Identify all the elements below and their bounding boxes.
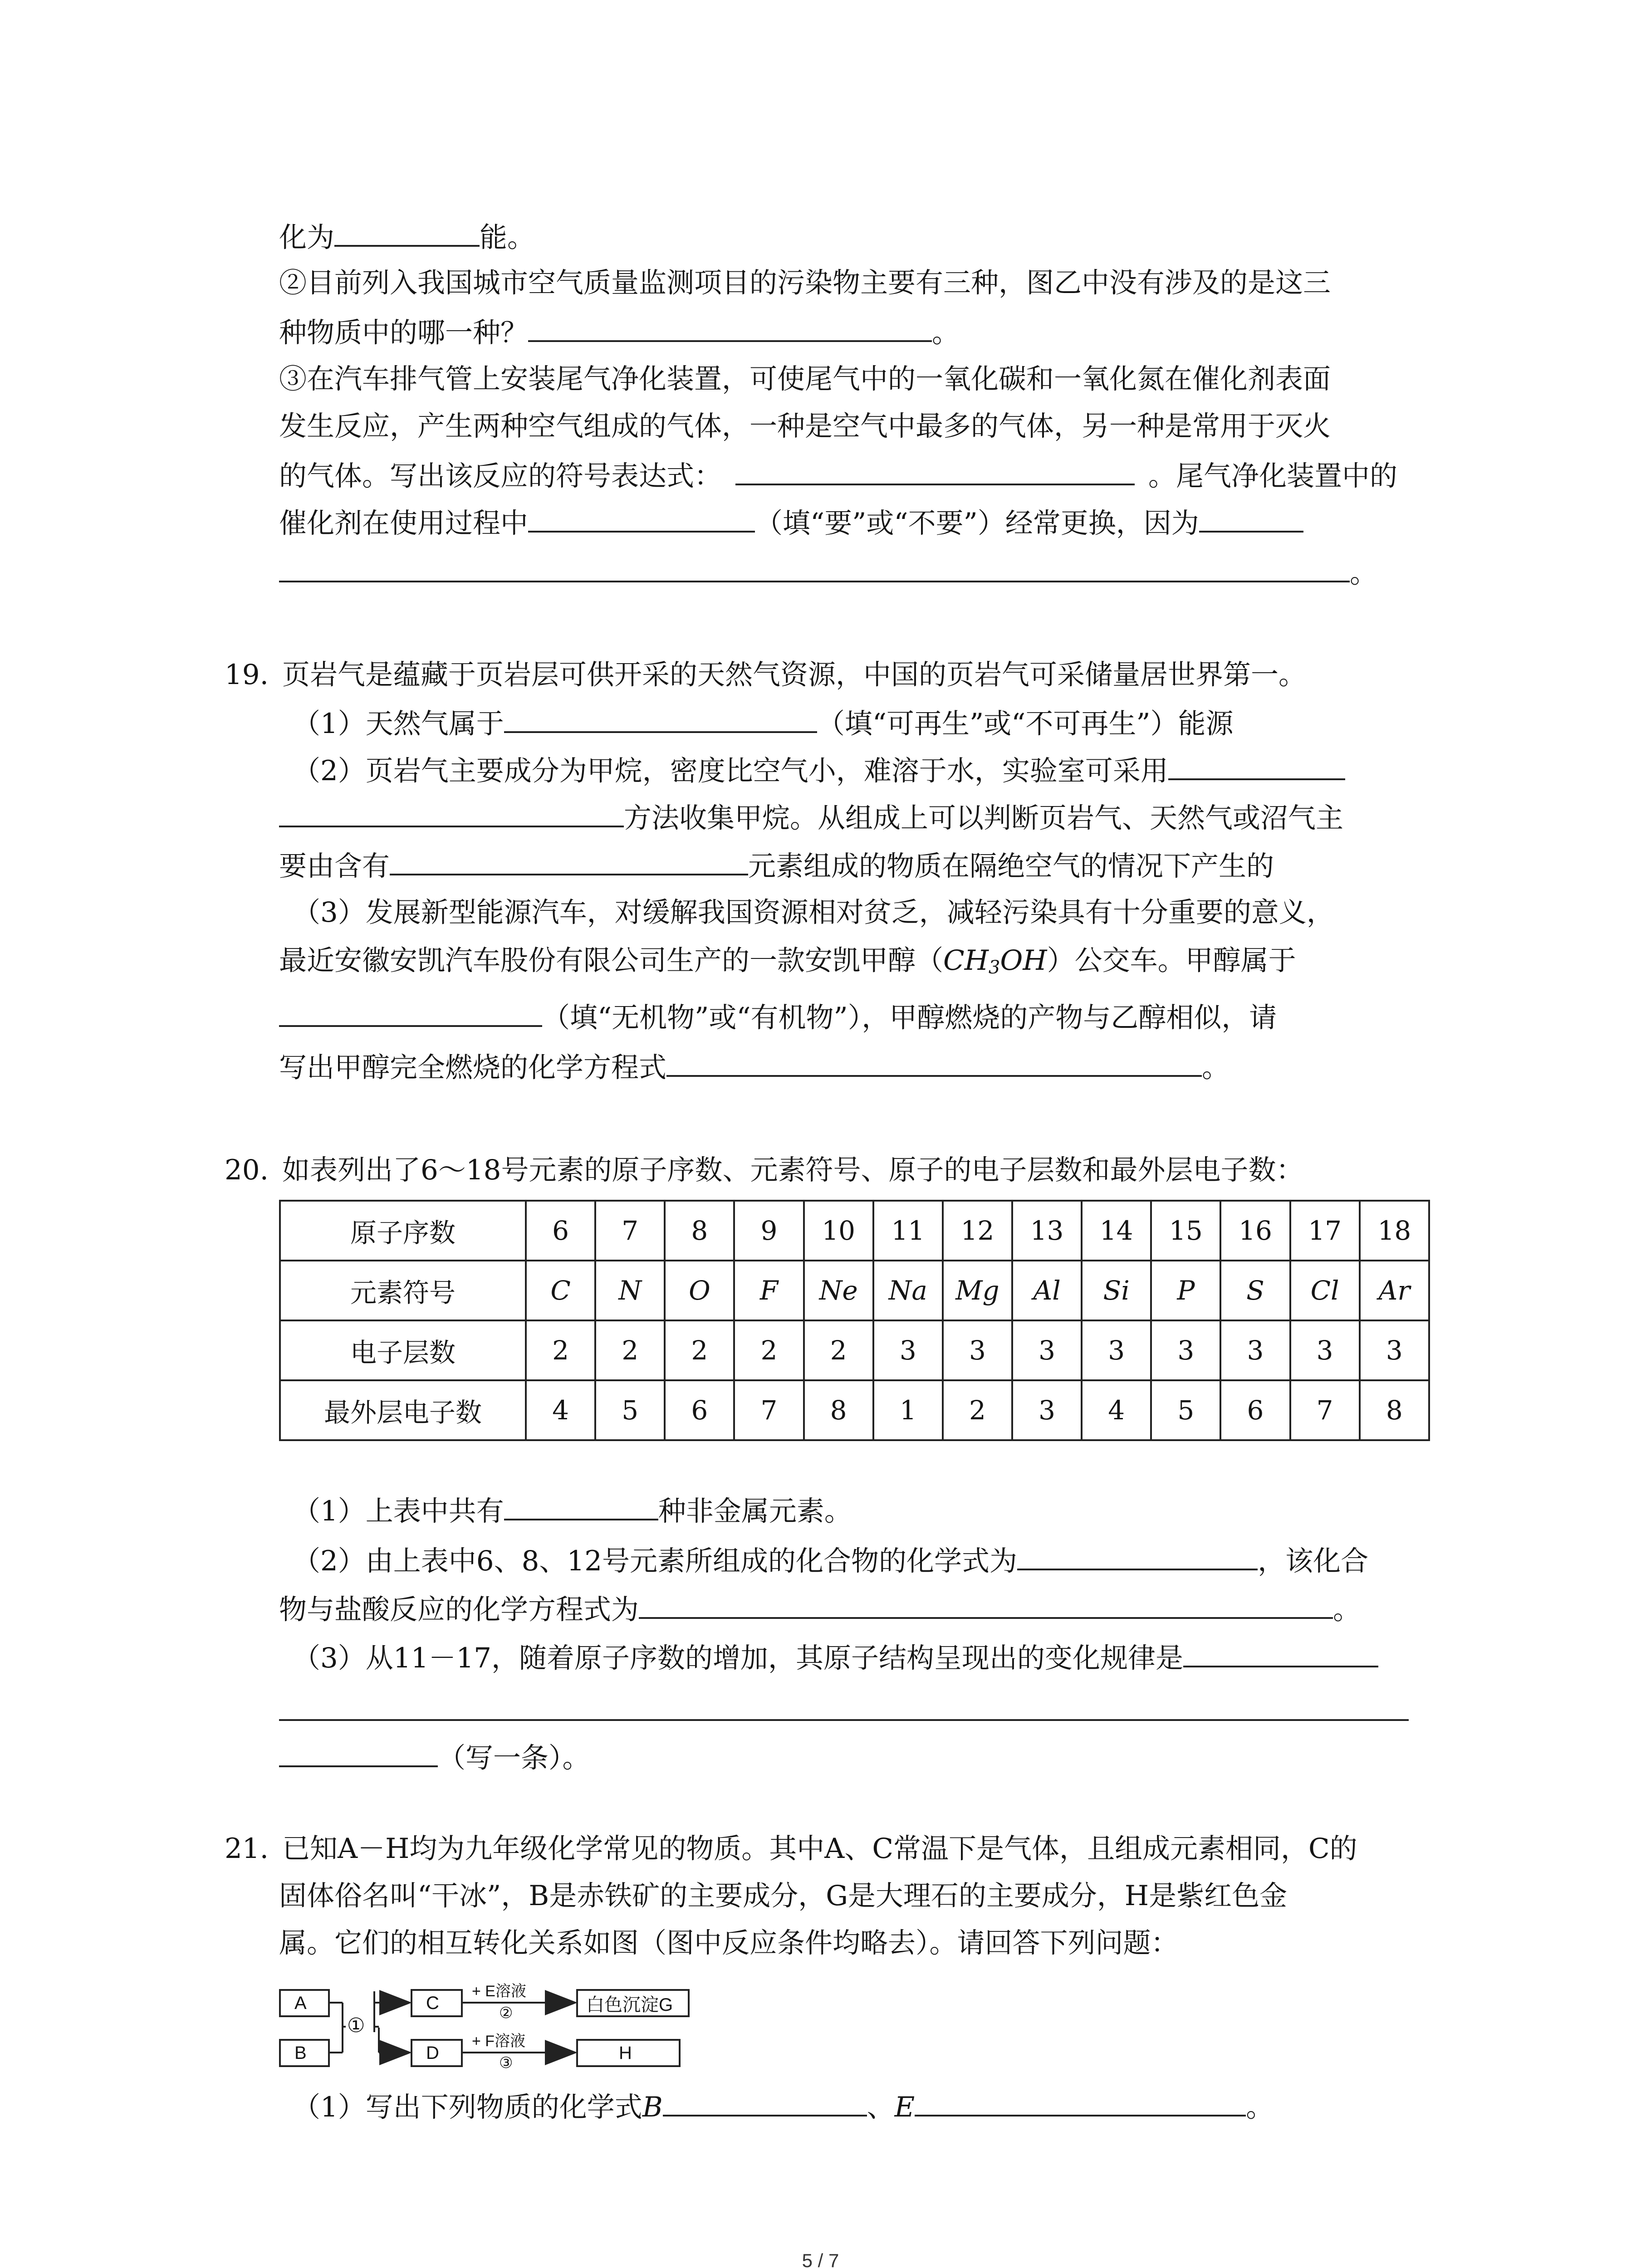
text: 。尾气净化装置中的 — [1148, 460, 1398, 492]
text: 、 — [867, 2091, 895, 2123]
formula-letter: E — [894, 2091, 915, 2123]
box-d: D — [411, 2039, 463, 2067]
table-cell: 2 — [734, 1320, 803, 1380]
table-cell: Si — [1082, 1261, 1151, 1320]
table-cell: Ne — [804, 1261, 873, 1320]
box-g: 白色沉淀G — [576, 1989, 690, 2017]
table-cell: C — [526, 1261, 595, 1320]
answer-blank[interactable] — [915, 2087, 1246, 2116]
table-cell: 2 — [595, 1320, 665, 1380]
table-cell: 6 — [1220, 1380, 1290, 1440]
q21-part-1 — [293, 2087, 1274, 2124]
table-cell: 6 — [526, 1201, 595, 1261]
text: （填“无机物”或“有机物”），甲醇燃烧的产物与乙醇相似，请 — [542, 1002, 1277, 1034]
arrow-3-step: ③ — [499, 2054, 513, 2072]
text: 种物质中的哪一种？ — [279, 317, 529, 349]
text: （1）写出下列物质的化学式 — [293, 2091, 642, 2123]
formula: CH — [943, 944, 989, 977]
table-cell: P — [1151, 1261, 1220, 1320]
table-cell: 5 — [1151, 1380, 1220, 1440]
table-cell: 3 — [943, 1320, 1012, 1380]
table-cell: 2 — [526, 1320, 595, 1380]
text: （1）上表中共有 — [293, 1495, 504, 1527]
text: 元素组成的物质在隔绝空气的情况下产生的 — [748, 850, 1274, 882]
answer-blank[interactable] — [663, 2087, 867, 2116]
row-header: 元素符号 — [280, 1261, 526, 1320]
text: （填“可再生”或“不可再生”）能源 — [817, 708, 1234, 740]
text: 催化剂在使用过程中 — [279, 507, 529, 539]
box-h: H — [576, 2039, 681, 2067]
text: （填“要”或“不要”）经常更换，因为 — [755, 507, 1199, 539]
table-cell: 8 — [804, 1380, 873, 1440]
text: 物与盐酸反应的化学方程式为 — [279, 1593, 639, 1626]
text: 化为 — [279, 221, 335, 254]
table-cell: 3 — [1012, 1320, 1082, 1380]
table-cell: 13 — [1012, 1201, 1082, 1261]
table-cell: Na — [873, 1261, 943, 1320]
box-c: C — [411, 1989, 463, 2017]
table-cell: 3 — [1290, 1320, 1360, 1380]
arrow-2-step: ② — [499, 2004, 513, 2022]
table-cell: 18 — [1360, 1201, 1429, 1261]
text: （2）由上表中6、8、12号元素所组成的化合物的化学式为 — [293, 1545, 1018, 1577]
table-cell: 2 — [804, 1320, 873, 1380]
text: 方法收集甲烷。从组成上可以判断页岩气、天然气或沼气主 — [624, 802, 1344, 834]
table-cell: 17 — [1290, 1201, 1360, 1261]
arrow-2-label: + E溶液 — [472, 1983, 526, 2000]
text: 最近安徽安凯汽车股份有限公司生产的一款安凯甲醇（ — [279, 944, 944, 977]
text: 。 — [1350, 557, 1378, 589]
table-cell: 4 — [1082, 1380, 1151, 1440]
table-cell: 11 — [873, 1201, 943, 1261]
formula: OH — [1000, 944, 1047, 977]
box-b: B — [279, 2039, 330, 2067]
text: ）公交车。甲醇属于 — [1047, 944, 1296, 977]
table-cell: 3 — [1151, 1320, 1220, 1380]
table-cell: 9 — [734, 1201, 803, 1261]
q19-line-6: （3）发展新型能源汽车，对缓解我国资源相对贫乏，减轻污染具有十分重要的意义， — [293, 896, 1334, 929]
table-cell: O — [665, 1261, 734, 1320]
text: （2）页岩气主要成分为甲烷，密度比空气小，难溶于水，实验室可采用 — [293, 755, 1168, 787]
text: 。 — [932, 317, 960, 349]
text: 写出甲醇完全燃烧的化学方程式 — [279, 1051, 667, 1084]
table-cell: 3 — [1360, 1320, 1429, 1380]
table-cell: 2 — [665, 1320, 734, 1380]
q18-line-4: ③在汽车排气管上安装尾气净化装置，可使尾气中的一氧化碳和一氧化氮在催化剂表面 — [279, 363, 1331, 395]
text: 种非金属元素。 — [658, 1495, 852, 1527]
text: 要由含有 — [279, 850, 390, 882]
text: 已知A－H均为九年级化学常见的物质。其中A、C常温下是气体，且组成元素相同，C的 — [282, 1833, 1357, 1865]
table-cell: Mg — [943, 1261, 1012, 1320]
table-cell: 8 — [1360, 1380, 1429, 1440]
table-cell: 3 — [873, 1320, 943, 1380]
question-number: 20. — [225, 1154, 269, 1186]
q21-line-3: 属。它们的相互转化关系如图（图中反应条件均略去）。请回答下列问题： — [279, 1927, 1179, 1959]
table-cell: 14 — [1082, 1201, 1151, 1261]
table-cell: 6 — [665, 1380, 734, 1440]
table-cell: 7 — [1290, 1380, 1360, 1440]
table-cell: 12 — [943, 1201, 1012, 1261]
text: （写一条）。 — [438, 1742, 590, 1774]
q18-line-2: ②目前列入我国城市空气质量监测项目的污染物主要有三种，图乙中没有涉及的是这三 — [279, 267, 1331, 299]
text: （1）天然气属于 — [293, 708, 504, 740]
formula-subscript: 3 — [988, 957, 1000, 978]
table-cell: 15 — [1151, 1201, 1220, 1261]
table-cell: F — [734, 1261, 803, 1320]
question-number: 19. — [225, 659, 269, 691]
table-cell: 3 — [1012, 1380, 1082, 1440]
table-cell: Ar — [1360, 1261, 1429, 1320]
row-header: 最外层电子数 — [280, 1380, 526, 1440]
table-cell: 1 — [873, 1380, 943, 1440]
table-cell: 5 — [595, 1380, 665, 1440]
table-cell: 8 — [665, 1201, 734, 1261]
text: 页岩气是蕴藏于页岩层可供开采的天然气资源，中国的页岩气可采储量居世界第一。 — [282, 659, 1307, 691]
box-a: A — [279, 1989, 330, 2017]
text: 。 — [1333, 1593, 1361, 1626]
table-cell: 3 — [1220, 1320, 1290, 1380]
arrow-3-label: + F溶液 — [472, 2033, 526, 2050]
text: （3）从11－17，随着原子序数的增加，其原子结构呈现出的变化规律是 — [293, 1642, 1184, 1674]
text: 。 — [1246, 2091, 1274, 2123]
text: ，该化合 — [1258, 1545, 1369, 1577]
row-header: 电子层数 — [280, 1320, 526, 1380]
row-header: 原子序数 — [280, 1201, 526, 1261]
table-cell: N — [595, 1261, 665, 1320]
table-cell: 16 — [1220, 1201, 1290, 1261]
table-cell: 2 — [943, 1380, 1012, 1440]
q18-line-5: 发生反应，产生两种空气组成的气体，一种是空气中最多的气体，另一种是常用于灭火 — [279, 410, 1331, 442]
text: 的气体。写出该反应的符号表达式： — [279, 460, 722, 492]
table-cell: S — [1220, 1261, 1290, 1320]
text: 能。 — [480, 221, 535, 254]
table-cell: 4 — [526, 1380, 595, 1440]
table-cell: 10 — [804, 1201, 873, 1261]
question-number: 21. — [225, 1833, 269, 1865]
q21-line-2: 固体俗名叫“干冰”，B是赤铁矿的主要成分，G是大理石的主要成分，H是紫红色金 — [279, 1880, 1288, 1912]
step-1-marker: ① — [347, 2014, 365, 2037]
text: 。 — [1202, 1051, 1230, 1084]
table-cell: Cl — [1290, 1261, 1360, 1320]
page-number: 5 / 7 — [802, 2250, 839, 2268]
formula-letter: B — [642, 2091, 663, 2123]
table-cell: Al — [1012, 1261, 1082, 1320]
table-cell: 7 — [734, 1380, 803, 1440]
text: 如表列出了6～18号元素的原子序数、元素符号、原子的电子层数和最外层电子数： — [282, 1154, 1304, 1186]
table-cell: 3 — [1082, 1320, 1151, 1380]
table-cell: 7 — [595, 1201, 665, 1261]
